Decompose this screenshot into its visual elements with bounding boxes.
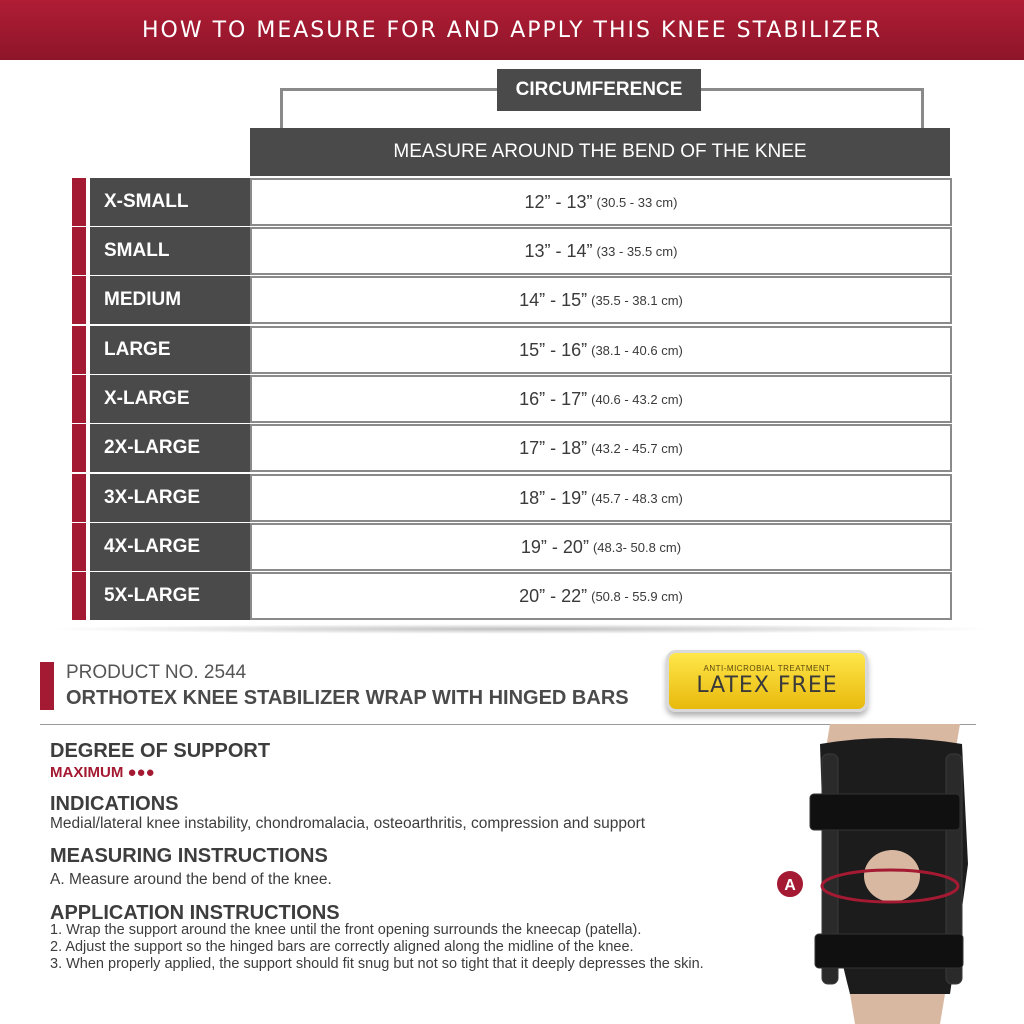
row-accent — [72, 227, 86, 275]
cm-range: (40.6 - 43.2 cm) — [591, 391, 683, 407]
application-step: 2. Adjust the support so the hinged bars are correctly aligned along the midline of the knee. — [50, 939, 634, 955]
size-label: 3X-LARGE — [90, 474, 320, 522]
table-row — [72, 227, 952, 275]
upper-strap — [810, 794, 960, 830]
table-row — [72, 474, 952, 522]
cm-range: (43.2 - 45.7 cm) — [591, 440, 683, 456]
size-label: X-LARGE — [90, 375, 320, 423]
cm-range: (38.1 - 40.6 cm) — [591, 342, 683, 358]
section-shadow-divider — [40, 624, 1000, 634]
inches-range: 18” - 19” — [519, 487, 588, 508]
latex-free-badge — [666, 650, 868, 712]
page-title: HOW TO MEASURE FOR AND APPLY THIS KNEE STABILIZER — [141, 17, 882, 43]
inches-range: 15” - 16” — [519, 339, 588, 360]
support-heading: DEGREE OF SUPPORT — [50, 740, 271, 762]
row-accent — [72, 523, 86, 571]
marker-a-label: A — [784, 877, 796, 894]
inches-range: 14” - 15” — [519, 289, 588, 310]
measurement-cell — [250, 178, 952, 226]
size-label: 2X-LARGE — [90, 424, 320, 472]
row-accent — [72, 326, 86, 374]
table-row — [72, 424, 952, 472]
inches-range: 13” - 14” — [524, 240, 593, 261]
inches-range: 17” - 18” — [519, 437, 588, 458]
measurement-column-header: MEASURE AROUND THE BEND OF THE KNEE — [250, 128, 950, 176]
application-heading: APPLICATION INSTRUCTIONS — [50, 902, 340, 924]
badge-subtitle: ANTI-MICROBIAL TREATMENT — [703, 664, 831, 673]
row-accent — [72, 572, 86, 620]
application-steps — [50, 922, 770, 973]
row-accent — [72, 276, 86, 324]
row-accent — [72, 375, 86, 423]
size-label: MEDIUM — [90, 276, 320, 324]
inches-range: 12” - 13” — [524, 191, 593, 212]
row-accent — [72, 178, 86, 226]
lower-strap — [815, 934, 963, 968]
cm-range: (35.5 - 38.1 cm) — [591, 292, 683, 308]
cm-range: (45.7 - 48.3 cm) — [591, 490, 683, 506]
measurement-cell — [250, 326, 952, 374]
inches-range: 20” - 22” — [519, 585, 588, 606]
indications-text: Medial/lateral knee instability, chondromalacia, osteoarthritis, compression and support — [50, 815, 646, 832]
measurement-cell — [250, 474, 952, 522]
table-row — [72, 178, 952, 226]
measuring-text: A. Measure around the bend of the knee. — [50, 871, 332, 888]
size-label: 5X-LARGE — [90, 572, 320, 620]
measuring-heading: MEASURING INSTRUCTIONS — [50, 845, 328, 867]
measurement-cell — [250, 523, 952, 571]
calf-skin — [850, 994, 945, 1024]
badge-title: LATEX FREE — [696, 673, 838, 698]
size-label: 4X-LARGE — [90, 523, 320, 571]
row-accent — [72, 424, 86, 472]
application-step: 3. When properly applied, the support should fit snug but not so tight that it deeply depresses the skin. — [50, 956, 704, 972]
circumference-header: CIRCUMFERENCE — [497, 69, 701, 111]
table-row — [72, 523, 952, 571]
inches-range: 16” - 17” — [519, 388, 588, 409]
measurement-cell — [250, 227, 952, 275]
table-row — [72, 375, 952, 423]
size-label: LARGE — [90, 326, 320, 374]
row-accent — [72, 474, 86, 522]
application-step: 1. Wrap the support around the knee until the front opening surrounds the kneecap (patella). — [50, 922, 642, 938]
patella-opening — [864, 850, 920, 902]
table-row — [72, 276, 952, 324]
cm-range: (33 - 35.5 cm) — [596, 243, 678, 259]
product-name: ORTHOTEX KNEE STABILIZER WRAP WITH HINGED BARS — [66, 687, 629, 709]
cm-range: (30.5 - 33 cm) — [596, 194, 678, 210]
table-row — [72, 326, 952, 374]
cm-range: (50.8 - 55.9 cm) — [591, 588, 683, 604]
support-level: MAXIMUM ●●● — [50, 764, 155, 781]
cm-range: (48.3- 50.8 cm) — [592, 539, 682, 555]
inches-range: 19” - 20” — [520, 536, 589, 557]
indications-heading: INDICATIONS — [50, 793, 179, 815]
title-banner — [0, 0, 1024, 60]
table-row — [72, 572, 952, 620]
measurement-cell — [250, 572, 952, 620]
size-label: SMALL — [90, 227, 320, 275]
product-number: PRODUCT NO. 2544 — [66, 662, 247, 683]
measurement-cell — [250, 276, 952, 324]
knee-brace-illustration — [770, 724, 990, 1024]
product-accent-bar — [40, 662, 54, 710]
size-label: X-SMALL — [90, 178, 320, 226]
measurement-cell — [250, 375, 952, 423]
measurement-cell — [250, 424, 952, 472]
